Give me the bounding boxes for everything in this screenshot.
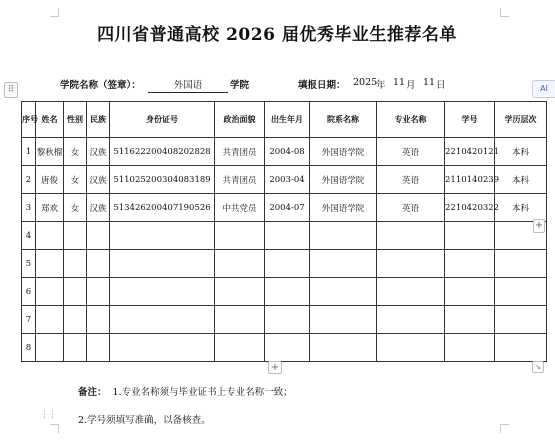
fill-date-month-unit: 月: [406, 80, 416, 91]
cell-seq[interactable]: 5: [22, 250, 36, 278]
cell-ethnicity[interactable]: [87, 278, 110, 306]
cell-department[interactable]: 外国语学院: [310, 194, 377, 222]
cell-id-number[interactable]: 511025200304083189: [110, 166, 215, 194]
add-row-button[interactable]: +: [268, 361, 282, 374]
cell-birth-month[interactable]: 2004-08: [265, 138, 310, 166]
table-row: [22, 194, 547, 222]
column-header-birth-month[interactable]: 出生年月: [265, 102, 310, 138]
cell-political-status[interactable]: [215, 306, 265, 334]
page-corner-marker: [500, 8, 509, 17]
cell-student-number[interactable]: [445, 250, 495, 278]
cell-major[interactable]: 英语: [377, 194, 445, 222]
school-name-suffix: 学院: [230, 80, 250, 91]
recommendation-table: [21, 101, 547, 362]
column-header-degree-level[interactable]: 学历层次: [495, 102, 547, 138]
cell-id-number[interactable]: [110, 278, 215, 306]
header-info-row: [0, 77, 554, 91]
cell-political-status[interactable]: 中共党员: [215, 194, 265, 222]
cell-degree-level[interactable]: 本科: [495, 166, 547, 194]
cell-seq[interactable]: 3: [22, 194, 36, 222]
cell-degree-level[interactable]: [495, 278, 547, 306]
cell-major[interactable]: [377, 278, 445, 306]
table-row: [22, 334, 547, 362]
paragraph-drag-handle-icon[interactable]: ⋮⋮: [40, 410, 56, 420]
cell-degree-level[interactable]: 本科: [495, 138, 547, 166]
cell-name[interactable]: 黎秋榴: [36, 138, 64, 166]
cell-name[interactable]: [36, 250, 64, 278]
cell-id-number[interactable]: [110, 222, 215, 250]
cell-birth-month[interactable]: [265, 222, 310, 250]
cell-gender[interactable]: 女: [64, 138, 87, 166]
note-line-2[interactable]: 2.学号须填写准确，以备核查。: [78, 415, 211, 426]
cell-department[interactable]: 外国语学院: [310, 166, 377, 194]
cell-ethnicity[interactable]: [87, 250, 110, 278]
cell-gender[interactable]: [64, 306, 87, 334]
cell-id-number[interactable]: [110, 334, 215, 362]
cell-student-number[interactable]: 2210420322: [445, 194, 495, 222]
cell-seq[interactable]: 4: [22, 222, 36, 250]
cell-student-number[interactable]: [445, 334, 495, 362]
cell-gender[interactable]: [64, 222, 87, 250]
cell-student-number[interactable]: [445, 222, 495, 250]
cell-gender[interactable]: [64, 334, 87, 362]
cell-major[interactable]: 英语: [377, 138, 445, 166]
school-name-label: 学院名称（签章）：: [60, 80, 141, 91]
cell-department[interactable]: 外国语学院: [310, 138, 377, 166]
cell-degree-level[interactable]: [495, 334, 547, 362]
note-line-1[interactable]: [78, 384, 293, 398]
cell-political-status[interactable]: 共青团员: [215, 166, 265, 194]
cell-degree-level[interactable]: [495, 306, 547, 334]
column-header-gender[interactable]: 性别: [64, 102, 87, 138]
cell-seq[interactable]: 2: [22, 166, 36, 194]
note-label: 备注：: [78, 387, 107, 398]
cell-major[interactable]: [377, 334, 445, 362]
cell-name[interactable]: [36, 306, 64, 334]
cell-birth-month[interactable]: [265, 334, 310, 362]
fill-date-year[interactable]: 2025: [353, 77, 378, 88]
cell-political-status[interactable]: [215, 278, 265, 306]
cell-name[interactable]: [36, 334, 64, 362]
cell-name[interactable]: [36, 222, 64, 250]
table-header-row: [22, 102, 547, 138]
note-text-1: 1.专业名称须与毕业证书上专业名称一致；: [112, 387, 293, 398]
cell-department[interactable]: [310, 278, 377, 306]
cell-student-number[interactable]: [445, 278, 495, 306]
column-header-name[interactable]: 姓名: [36, 102, 64, 138]
fill-date-label: 填报日期：: [298, 80, 346, 91]
cell-id-number[interactable]: [110, 250, 215, 278]
cell-degree-level[interactable]: [495, 250, 547, 278]
school-name-value[interactable]: 外国语: [148, 77, 228, 93]
document-title[interactable]: 四川省普通高校 2026 届优秀毕业生推荐名单: [97, 25, 457, 45]
cell-birth-month[interactable]: 2003-04: [265, 166, 310, 194]
table-row: [22, 278, 547, 306]
cell-birth-month[interactable]: [265, 278, 310, 306]
cell-department[interactable]: [310, 222, 377, 250]
cell-birth-month[interactable]: 2004-07: [265, 194, 310, 222]
cell-id-number[interactable]: 513426200407190526: [110, 194, 215, 222]
cell-political-status[interactable]: [215, 250, 265, 278]
table-row: [22, 250, 547, 278]
cell-political-status[interactable]: [215, 334, 265, 362]
cell-ethnicity[interactable]: 汉族: [87, 194, 110, 222]
cell-birth-month[interactable]: [265, 306, 310, 334]
cell-student-number[interactable]: 2210420121: [445, 138, 495, 166]
add-column-button[interactable]: +: [534, 220, 544, 231]
cell-degree-level[interactable]: 本科: [495, 194, 547, 222]
column-header-major[interactable]: 专业名称: [377, 102, 445, 138]
table-row: [22, 222, 547, 250]
page-corner-marker: [50, 424, 59, 433]
table-move-handle-icon[interactable]: ⠿: [4, 82, 18, 98]
column-header-ethnicity[interactable]: 民族: [87, 102, 110, 138]
cell-id-number[interactable]: [110, 306, 215, 334]
cell-name[interactable]: 郑欢: [36, 194, 64, 222]
cell-ethnicity[interactable]: 汉族: [87, 166, 110, 194]
fill-date-day-unit: 日: [436, 80, 446, 91]
cell-political-status[interactable]: [215, 222, 265, 250]
cell-ethnicity[interactable]: [87, 306, 110, 334]
cell-ethnicity[interactable]: [87, 334, 110, 362]
cell-department[interactable]: [310, 306, 377, 334]
cell-id-number[interactable]: 511622200408202828: [110, 138, 215, 166]
fill-date-month[interactable]: 11: [392, 77, 406, 88]
fill-date-day[interactable]: 11: [422, 77, 436, 88]
cell-seq[interactable]: 8: [22, 334, 36, 362]
cell-department[interactable]: [310, 334, 377, 362]
page-corner-marker: [50, 8, 59, 17]
cell-ethnicity[interactable]: 汉族: [87, 138, 110, 166]
cell-ethnicity[interactable]: [87, 222, 110, 250]
column-header-political-status[interactable]: 政治面貌: [215, 102, 265, 138]
cell-seq[interactable]: 7: [22, 306, 36, 334]
table-row: [22, 166, 547, 194]
cell-birth-month[interactable]: [265, 250, 310, 278]
cell-student-number[interactable]: 2110140239: [445, 166, 495, 194]
table-row: [22, 306, 547, 334]
column-header-student-number[interactable]: 学号: [445, 102, 495, 138]
column-header-id-number[interactable]: 身份证号: [110, 102, 215, 138]
fill-date-year-unit: 年: [376, 80, 386, 91]
cell-name[interactable]: 唐俊: [36, 166, 64, 194]
cell-department[interactable]: [310, 250, 377, 278]
cell-major[interactable]: [377, 222, 445, 250]
cell-major[interactable]: [377, 250, 445, 278]
cell-political-status[interactable]: 共青团员: [215, 138, 265, 166]
cell-seq[interactable]: 6: [22, 278, 36, 306]
cell-gender[interactable]: [64, 250, 87, 278]
column-header-department[interactable]: 院系名称: [310, 102, 377, 138]
cell-gender[interactable]: [64, 278, 87, 306]
page-corner-marker: [500, 424, 509, 433]
cell-name[interactable]: [36, 278, 64, 306]
table-row: [22, 138, 547, 166]
cell-seq[interactable]: 1: [22, 138, 36, 166]
column-header-seq[interactable]: 序号: [22, 102, 36, 138]
cell-gender[interactable]: 女: [64, 194, 87, 222]
table-resize-handle-icon[interactable]: ↘: [532, 361, 544, 373]
cell-gender[interactable]: 女: [64, 166, 87, 194]
cell-major[interactable]: 英语: [377, 166, 445, 194]
cell-major[interactable]: [377, 306, 445, 334]
ai-assistant-tab[interactable]: AI: [532, 80, 555, 98]
cell-student-number[interactable]: [445, 306, 495, 334]
